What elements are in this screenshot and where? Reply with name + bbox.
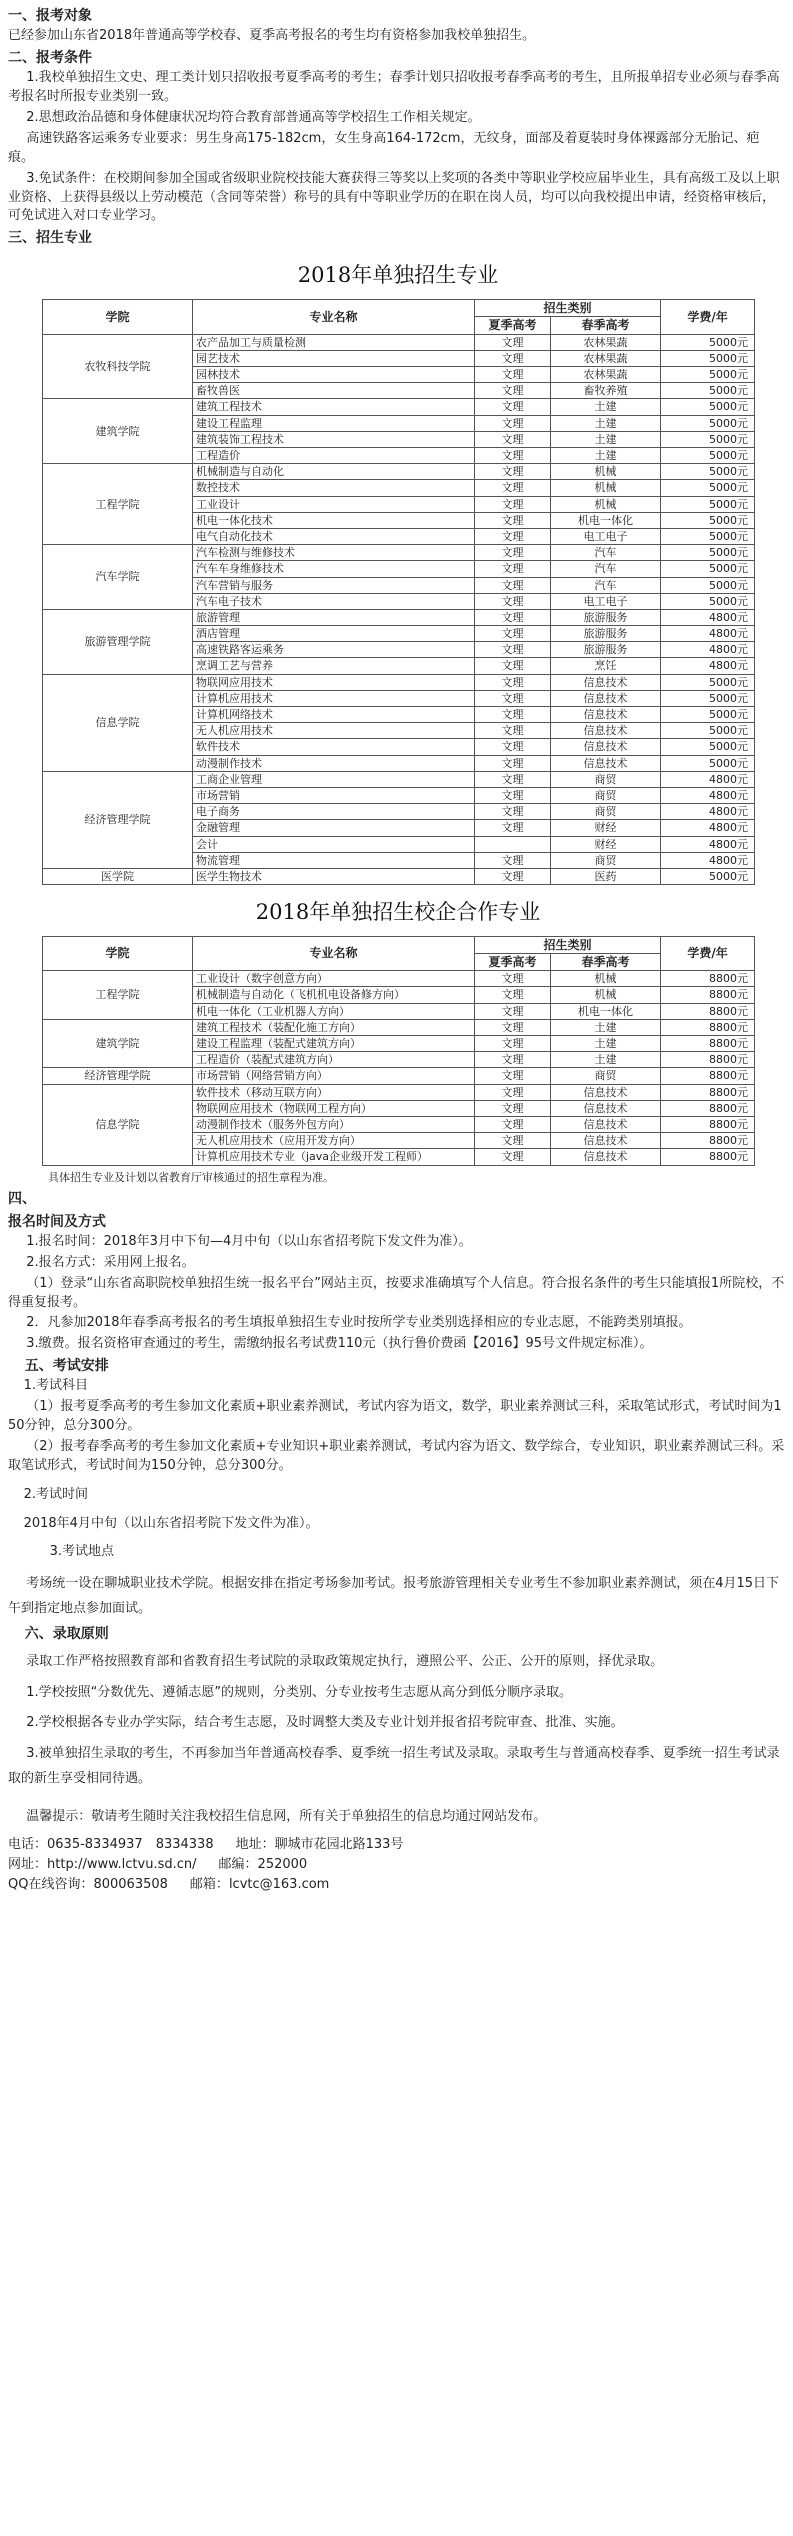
fee-cell: 4800元 <box>661 658 755 674</box>
summer-type-cell: 文理 <box>475 804 551 820</box>
fee-cell: 5000元 <box>661 868 755 884</box>
major-cell: 建筑工程技术 <box>193 399 475 415</box>
fee-cell: 5000元 <box>661 690 755 706</box>
spring-type-cell: 信息技术 <box>551 1149 661 1165</box>
tip-text: 温馨提示：敬请考生随时关注我校招生信息网，所有关于单独招生的信息均通过网站发布。 <box>26 1809 547 1825</box>
major-cell: 汽车营销与服务 <box>193 577 475 593</box>
major-cell: 动漫制作技术（服务外包方向） <box>193 1116 475 1132</box>
major-cell: 工业设计（数字创意方向） <box>193 971 475 987</box>
major-cell: 无人机应用技术 <box>193 723 475 739</box>
fee-cell: 5000元 <box>661 739 755 755</box>
web-label: 网址： <box>8 1856 48 1872</box>
major-cell: 数控技术 <box>193 480 475 496</box>
fee-cell: 8800元 <box>661 987 755 1003</box>
spring-type-cell: 土建 <box>551 431 661 447</box>
header-summer: 夏季高考 <box>475 317 551 334</box>
fee-cell: 4800元 <box>661 609 755 625</box>
spring-type-cell: 机电一体化 <box>551 1003 661 1019</box>
coop-majors-table <box>42 936 755 1166</box>
fee-cell: 5000元 <box>661 399 755 415</box>
spring-type-cell: 机械 <box>551 480 661 496</box>
spring-type-cell: 汽车 <box>551 561 661 577</box>
fee-cell: 5000元 <box>661 577 755 593</box>
summer-type-cell: 文理 <box>475 1052 551 1068</box>
address-info <box>236 1836 404 1855</box>
table-row <box>43 545 755 561</box>
major-cell: 市场营销 <box>193 787 475 803</box>
header-fee: 学费/年 <box>661 936 755 971</box>
contact-footer <box>8 1805 785 1894</box>
table-row <box>43 464 755 480</box>
spring-type-cell: 土建 <box>551 1019 661 1035</box>
header-major: 专业名称 <box>193 936 475 971</box>
phone-info <box>8 1836 214 1855</box>
fee-cell: 5000元 <box>661 415 755 431</box>
fee-cell: 5000元 <box>661 755 755 771</box>
spring-type-cell: 土建 <box>551 399 661 415</box>
summer-type-cell: 文理 <box>475 674 551 690</box>
table-row <box>43 868 755 884</box>
header-spring: 春季高考 <box>551 317 661 334</box>
summer-type-cell: 文理 <box>475 577 551 593</box>
summer-type-cell: 文理 <box>475 771 551 787</box>
major-cell: 建筑装饰工程技术 <box>193 431 475 447</box>
major-cell: 计算机应用技术 <box>193 690 475 706</box>
summer-type-cell: 文理 <box>475 593 551 609</box>
summer-type-cell: 文理 <box>475 642 551 658</box>
spring-type-cell: 商贸 <box>551 787 661 803</box>
major-cell: 工程造价 <box>193 448 475 464</box>
major-cell: 电气自动化技术 <box>193 528 475 544</box>
summer-type-cell: 文理 <box>475 739 551 755</box>
fee-cell: 5000元 <box>661 512 755 528</box>
major-cell: 农产品加工与质量检测 <box>193 334 475 350</box>
summer-type-cell: 文理 <box>475 512 551 528</box>
spring-type-cell: 土建 <box>551 448 661 464</box>
summer-type-cell: 文理 <box>475 755 551 771</box>
header-spring: 春季高考 <box>551 953 661 970</box>
major-cell: 医学生物技术 <box>193 868 475 884</box>
college-cell: 汽车学院 <box>43 545 193 610</box>
major-cell: 园艺技术 <box>193 350 475 366</box>
summer-type-cell: 文理 <box>475 971 551 987</box>
section-title: 一、报考对象 <box>8 8 92 24</box>
paragraph: 2018年4月中旬（以山东省招考院下发文件为准）。 <box>23 1515 319 1531</box>
summer-type-cell: 文理 <box>475 1036 551 1052</box>
section-majors <box>8 228 785 1185</box>
summer-type-cell: 文理 <box>475 609 551 625</box>
website-link[interactable]: http://www.lctvu.sd.cn/ <box>47 1856 197 1872</box>
major-cell: 高速铁路客运乘务 <box>193 642 475 658</box>
spring-type-cell: 商贸 <box>551 771 661 787</box>
summer-type-cell: 文理 <box>475 561 551 577</box>
spring-type-cell: 信息技术 <box>551 1116 661 1132</box>
fee-cell: 5000元 <box>661 367 755 383</box>
contact-row <box>8 1856 785 1875</box>
spring-type-cell: 信息技术 <box>551 1084 661 1100</box>
major-cell: 计算机网络技术 <box>193 707 475 723</box>
fee-cell: 5000元 <box>661 334 755 350</box>
major-cell: 机械制造与自动化 <box>193 464 475 480</box>
spring-type-cell: 旅游服务 <box>551 609 661 625</box>
table-row <box>43 971 755 987</box>
summer-type-cell: 文理 <box>475 1003 551 1019</box>
fee-cell: 8800元 <box>661 1019 755 1035</box>
summer-type-cell: 文理 <box>475 399 551 415</box>
section-admission <box>8 1624 785 1792</box>
fee-cell: 5000元 <box>661 674 755 690</box>
majors-table-block <box>42 254 754 885</box>
summer-type-cell: 文理 <box>475 367 551 383</box>
summer-type-cell: 文理 <box>475 1133 551 1149</box>
table-row <box>43 1084 755 1100</box>
major-cell: 工程造价（装配式建筑方向） <box>193 1052 475 1068</box>
paragraph: 2.思想政治品德和身体健康状况均符合教育部普通高等学校招生工作相关规定。 <box>26 110 481 126</box>
fee-cell: 8800元 <box>661 1149 755 1165</box>
coop-table-block <box>42 891 754 1165</box>
paragraph: 2.考试时间 <box>23 1486 88 1502</box>
major-cell: 工业设计 <box>193 496 475 512</box>
paragraph: （1）报考夏季高考的考生参加文化素质+职业素养测试，考试内容为语文，数学，职业素养测试三科，采取笔试形式，考试时间为150分钟，总分300分。 <box>8 1399 782 1434</box>
fee-cell: 8800元 <box>661 971 755 987</box>
header-college: 学院 <box>43 936 193 971</box>
web-info <box>8 1856 197 1875</box>
fee-cell: 8800元 <box>661 1084 755 1100</box>
major-cell: 机电一体化技术 <box>193 512 475 528</box>
summer-type-cell: 文理 <box>475 658 551 674</box>
table-row <box>43 771 755 787</box>
major-cell: 汽车电子技术 <box>193 593 475 609</box>
paragraph: 1.考试科目 <box>23 1378 88 1394</box>
summer-type-cell: 文理 <box>475 1084 551 1100</box>
paragraph: 1.报名时间：2018年3月中下旬—4月中旬（以山东省招考院下发文件为准）。 <box>26 1234 472 1250</box>
college-cell: 农牧科技学院 <box>43 334 193 399</box>
paragraph: （2）报考春季高考的考生参加文化素质+专业知识+职业素养测试，考试内容为语文、数学综合，专业知识，职业素养测试三科。采取笔试形式，考试时间为150分钟，总分300分。 <box>8 1438 785 1473</box>
paragraph: 高速铁路客运乘务专业要求：男生身高175-182cm，女生身高164-172cm，无纹身，面部及着夏装时身体裸露部分无胎记、疤痕。 <box>8 130 760 165</box>
summer-type-cell: 文理 <box>475 707 551 723</box>
qq-info <box>8 1876 168 1895</box>
coop-table-body <box>43 971 755 1165</box>
major-cell: 物联网应用技术 <box>193 674 475 690</box>
paragraph: 2.报名方式：采用网上报名。 <box>26 1254 195 1270</box>
summer-type-cell: 文理 <box>475 464 551 480</box>
zip-info <box>219 1856 308 1875</box>
spring-type-cell: 信息技术 <box>551 674 661 690</box>
major-cell: 畜牧兽医 <box>193 383 475 399</box>
major-cell: 汽车检测与维修技术 <box>193 545 475 561</box>
spring-type-cell: 信息技术 <box>551 755 661 771</box>
summer-type-cell: 文理 <box>475 1019 551 1035</box>
college-cell: 医学院 <box>43 868 193 884</box>
fee-cell: 8800元 <box>661 1003 755 1019</box>
spring-type-cell: 土建 <box>551 1052 661 1068</box>
spring-type-cell: 农林果蔬 <box>551 367 661 383</box>
major-cell: 金融管理 <box>193 820 475 836</box>
header-type: 招生类别 <box>475 936 661 953</box>
paragraph: 3.考试地点 <box>49 1544 114 1560</box>
table-row <box>43 1019 755 1035</box>
spring-type-cell: 信息技术 <box>551 707 661 723</box>
spring-type-cell: 机械 <box>551 464 661 480</box>
spring-type-cell: 财经 <box>551 836 661 852</box>
fee-cell: 5000元 <box>661 561 755 577</box>
college-cell: 工程学院 <box>43 464 193 545</box>
summer-type-cell: 文理 <box>475 383 551 399</box>
spring-type-cell: 农林果蔬 <box>551 350 661 366</box>
fee-cell: 5000元 <box>661 383 755 399</box>
fee-cell: 4800元 <box>661 836 755 852</box>
summer-type-cell: 文理 <box>475 787 551 803</box>
spring-type-cell: 商贸 <box>551 1068 661 1084</box>
major-cell: 建设工程监理（装配式建筑方向） <box>193 1036 475 1052</box>
college-cell: 建筑学院 <box>43 399 193 464</box>
contact-row <box>8 1876 785 1895</box>
paragraph: 录取工作严格按照教育部和省教育招生考试院的录取政策规定执行，遵照公平、公正、公开的原则，择优录取。 <box>26 1653 664 1669</box>
fee-cell: 5000元 <box>661 545 755 561</box>
spring-type-cell: 土建 <box>551 415 661 431</box>
email-link[interactable]: lcvtc@163.com <box>228 1876 330 1892</box>
spring-type-cell: 旅游服务 <box>551 642 661 658</box>
major-cell: 市场营销（网络营销方向） <box>193 1068 475 1084</box>
fee-cell: 4800元 <box>661 626 755 642</box>
summer-type-cell: 文理 <box>475 415 551 431</box>
section-registration <box>8 1189 785 1354</box>
section-report-conditions <box>8 48 785 226</box>
fee-cell: 4800元 <box>661 771 755 787</box>
fee-cell: 8800元 <box>661 1116 755 1132</box>
fee-cell: 4800元 <box>661 820 755 836</box>
fee-cell: 8800元 <box>661 1052 755 1068</box>
spring-type-cell: 信息技术 <box>551 1133 661 1149</box>
spring-type-cell: 机电一体化 <box>551 512 661 528</box>
fee-cell: 5000元 <box>661 480 755 496</box>
spring-type-cell: 机械 <box>551 987 661 1003</box>
summer-type-cell: 文理 <box>475 1149 551 1165</box>
college-cell: 信息学院 <box>43 1084 193 1165</box>
paragraph: 2.学校根据各专业办学实际，结合考生志愿，及时调整大类及专业计划并报省招考院审查、批准、实施。 <box>26 1715 624 1731</box>
fee-cell: 5000元 <box>661 448 755 464</box>
spring-type-cell: 汽车 <box>551 577 661 593</box>
header-major: 专业名称 <box>193 299 475 334</box>
majors-table-body <box>43 334 755 884</box>
summer-type-cell: 文理 <box>475 448 551 464</box>
summer-type-cell: 文理 <box>475 334 551 350</box>
major-cell: 物联网应用技术（物联网工程方向） <box>193 1100 475 1116</box>
majors-table <box>42 299 755 885</box>
spring-type-cell: 畜牧养殖 <box>551 383 661 399</box>
paragraph: 考场统一设在聊城职业技术学院。根据安排在指定考场参加考试。报考旅游管理相关专业考生不参加职业素养测试，须在4月15日下午到指定地点参加面试。 <box>8 1576 780 1616</box>
address-label: 地址： <box>235 1836 275 1852</box>
college-cell: 建筑学院 <box>43 1019 193 1068</box>
major-cell: 电子商务 <box>193 804 475 820</box>
summer-type-cell: 文理 <box>475 690 551 706</box>
major-cell: 会计 <box>193 836 475 852</box>
zip-label: 邮编： <box>218 1856 258 1872</box>
spring-type-cell: 信息技术 <box>551 1100 661 1116</box>
phone-label: 电话： <box>8 1836 48 1852</box>
summer-type-cell: 文理 <box>475 528 551 544</box>
fee-cell: 5000元 <box>661 723 755 739</box>
major-cell: 园林技术 <box>193 367 475 383</box>
contact-row <box>8 1836 785 1855</box>
paragraph: 3.免试条件：在校期间参加全国或省级职业院校技能大赛获得三等奖以上奖项的各类中等职业学校应届毕业生，具有高级工及以上职业资格、上获得县级以上劳动模范（含同等荣誉）称号的具有中等职业学历的在职在岗人员，均可以向我校提出申请，经资格审核后，可免试进入对口专业学习。 <box>8 170 780 224</box>
major-cell: 无人机应用技术（应用开发方向） <box>193 1133 475 1149</box>
major-cell: 汽车车身维修技术 <box>193 561 475 577</box>
spring-type-cell: 农林果蔬 <box>551 334 661 350</box>
college-cell: 信息学院 <box>43 674 193 771</box>
header-type: 招生类别 <box>475 299 661 316</box>
paragraph: 2．凡参加2018年春季高考报名的考生填报单独招生专业时按所学专业类别选择相应的专业志愿，不能跨类别填报。 <box>26 1315 692 1331</box>
summer-type-cell: 文理 <box>475 820 551 836</box>
summer-type-cell: 文理 <box>475 496 551 512</box>
fee-cell: 5000元 <box>661 528 755 544</box>
mail-label: 邮箱： <box>189 1876 229 1892</box>
college-cell: 经济管理学院 <box>43 771 193 868</box>
spring-type-cell: 信息技术 <box>551 739 661 755</box>
summer-type-cell: 文理 <box>475 350 551 366</box>
summer-type-cell: 文理 <box>475 987 551 1003</box>
spring-type-cell: 汽车 <box>551 545 661 561</box>
major-cell: 建设工程监理 <box>193 415 475 431</box>
spring-type-cell: 旅游服务 <box>551 626 661 642</box>
fee-cell: 5000元 <box>661 593 755 609</box>
summer-type-cell: 文理 <box>475 852 551 868</box>
mail-info <box>190 1876 329 1895</box>
major-cell: 建筑工程技术（装配化施工方向） <box>193 1019 475 1035</box>
section-exam <box>8 1356 785 1621</box>
fee-cell: 5000元 <box>661 464 755 480</box>
table-row <box>43 1068 755 1084</box>
spring-type-cell: 医药 <box>551 868 661 884</box>
section-subtitle: 报名时间及方式 <box>8 1213 106 1230</box>
summer-type-cell: 文理 <box>475 723 551 739</box>
section-title: 五、考试安排 <box>24 1358 109 1375</box>
major-cell: 动漫制作技术 <box>193 755 475 771</box>
paragraph: 已经参加山东省2018年普通高等学校春、夏季高考报名的考生均有资格参加我校单独招生。 <box>8 28 536 44</box>
spring-type-cell: 烹饪 <box>551 658 661 674</box>
section-title: 四、 <box>8 1191 36 1208</box>
summer-type-cell: 文理 <box>475 626 551 642</box>
paragraph: 1.我校单独招生文史、理工类计划只招收报考夏季高考的考生；春季计划只招收报考春季高考的考生，且所报单招专业必须与春季高考报名时所报专业类别一致。 <box>8 70 780 105</box>
paragraph: 3.被单独招生录取的考生，不再参加当年普通高校春季、夏季统一招生考试及录取。录取考生与普通高校春季、夏季统一招生考试录取的新生享受相同待遇。 <box>8 1745 780 1786</box>
fee-cell: 4800元 <box>661 804 755 820</box>
major-cell: 软件技术（移动互联方向） <box>193 1084 475 1100</box>
qq-label: QQ在线咨询： <box>8 1876 94 1892</box>
section-title: 六、录取原则 <box>24 1625 109 1642</box>
spring-type-cell: 财经 <box>551 820 661 836</box>
summer-type-cell: 文理 <box>475 1100 551 1116</box>
table-row <box>43 674 755 690</box>
fee-cell: 4800元 <box>661 642 755 658</box>
summer-type-cell: 文理 <box>475 431 551 447</box>
major-cell: 计算机应用技术专业（java企业级开发工程师） <box>193 1149 475 1165</box>
spring-type-cell: 商贸 <box>551 852 661 868</box>
spring-type-cell: 土建 <box>551 1036 661 1052</box>
table-title: 2018年单独招生专业 <box>297 263 499 288</box>
summer-type-cell <box>475 836 551 852</box>
paragraph: （1）登录“山东省高职院校单独招生统一报名平台”网站主页，按要求准确填写个人信息。符合报名条件的考生只能填报1所院校，不得重复报考。 <box>8 1275 785 1310</box>
table-row <box>43 609 755 625</box>
college-cell: 工程学院 <box>43 971 193 1020</box>
paragraph: 1.学校按照“分数优先、遵循志愿”的规则，分类别、分专业按考生志愿从高分到低分顺序录取。 <box>26 1684 573 1700</box>
spring-type-cell: 商贸 <box>551 804 661 820</box>
section-title: 二、报考条件 <box>8 50 92 67</box>
major-cell: 机械制造与自动化（飞机机电设备修方向） <box>193 987 475 1003</box>
table-title: 2018年单独招生校企合作专业 <box>255 900 541 925</box>
major-cell: 工商企业管理 <box>193 771 475 787</box>
paragraph: 3.缴费。报名资格审查通过的考生，需缴纳报名考试费110元（执行鲁价费函【2016】95号文件规定标准）。 <box>26 1336 653 1352</box>
fee-cell: 8800元 <box>661 1036 755 1052</box>
fee-cell: 5000元 <box>661 707 755 723</box>
major-cell: 机电一体化（工业机器人方向） <box>193 1003 475 1019</box>
table-row <box>43 399 755 415</box>
spring-type-cell: 机械 <box>551 496 661 512</box>
section-report-target <box>8 6 785 46</box>
fee-cell: 5000元 <box>661 350 755 366</box>
fee-cell: 4800元 <box>661 852 755 868</box>
major-cell: 酒店管理 <box>193 626 475 642</box>
college-cell: 旅游管理学院 <box>43 609 193 674</box>
fee-cell: 8800元 <box>661 1133 755 1149</box>
major-cell: 软件技术 <box>193 739 475 755</box>
major-cell: 物流管理 <box>193 852 475 868</box>
header-summer: 夏季高考 <box>475 953 551 970</box>
address-value: 聊城市花园北路133号 <box>274 1836 404 1852</box>
summer-type-cell: 文理 <box>475 1068 551 1084</box>
spring-type-cell: 信息技术 <box>551 690 661 706</box>
summer-type-cell: 文理 <box>475 480 551 496</box>
summer-type-cell: 文理 <box>475 545 551 561</box>
fee-cell: 5000元 <box>661 431 755 447</box>
fee-cell: 8800元 <box>661 1100 755 1116</box>
spring-type-cell: 电工电子 <box>551 593 661 609</box>
summer-type-cell: 文理 <box>475 1116 551 1132</box>
major-cell: 旅游管理 <box>193 609 475 625</box>
section-title: 三、招生专业 <box>8 230 92 247</box>
phone-value: 0635-8334937 8334338 <box>47 1836 214 1852</box>
fee-cell: 4800元 <box>661 787 755 803</box>
major-cell: 烹调工艺与营养 <box>193 658 475 674</box>
zip-value: 252000 <box>257 1856 308 1872</box>
header-fee: 学费/年 <box>661 299 755 334</box>
college-cell: 经济管理学院 <box>43 1068 193 1084</box>
fee-cell: 5000元 <box>661 496 755 512</box>
spring-type-cell: 电工电子 <box>551 528 661 544</box>
summer-type-cell: 文理 <box>475 868 551 884</box>
fee-cell: 8800元 <box>661 1068 755 1084</box>
table-row <box>43 334 755 350</box>
spring-type-cell: 信息技术 <box>551 723 661 739</box>
header-college: 学院 <box>43 299 193 334</box>
table-note: 具体招生专业及计划以省教育厅审核通过的招生章程为准。 <box>48 1170 334 1184</box>
qq-value: 800063508 <box>93 1876 168 1892</box>
spring-type-cell: 机械 <box>551 971 661 987</box>
